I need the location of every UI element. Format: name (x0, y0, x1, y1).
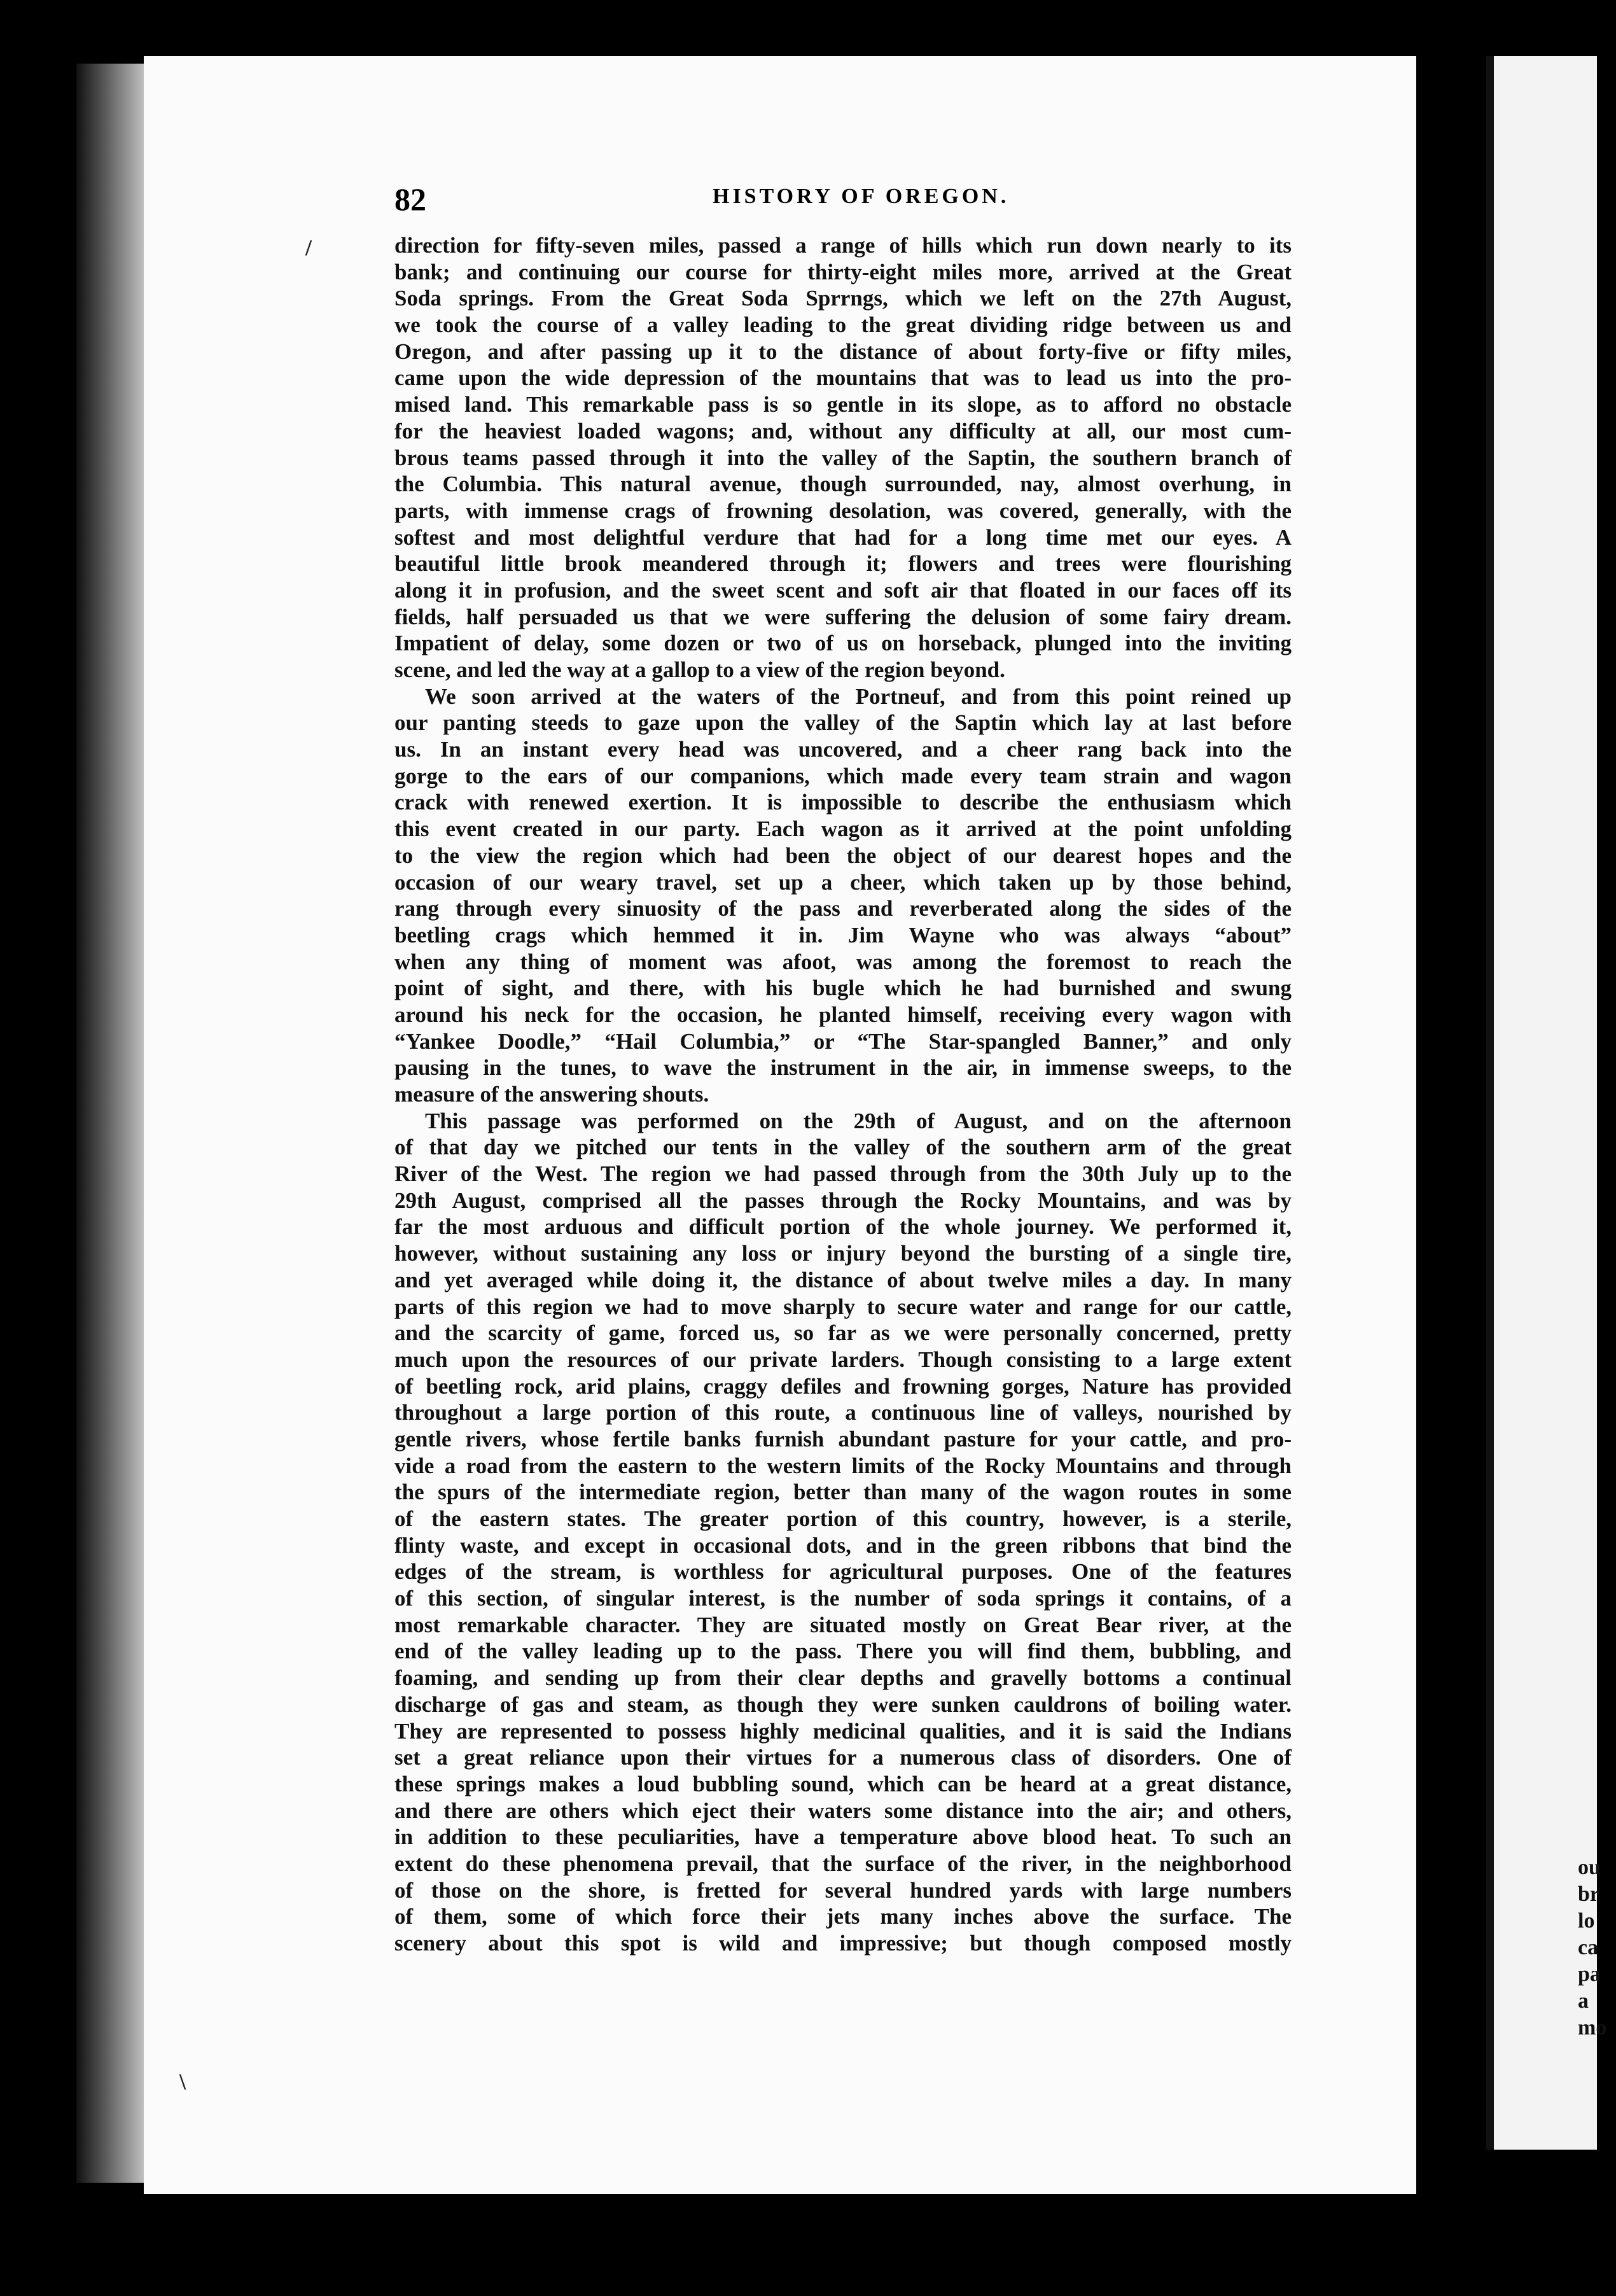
text-line: these springs makes a loud bubbling sound, which can be heard at a great distance, (394, 1771, 1292, 1796)
facing-page-fragment: ou (1578, 1856, 1601, 1879)
text-line: our panting steeds to gaze upon the valley of the Saptin which lay at last before (394, 710, 1292, 736)
text-line: Oregon, and after passing up it to the distance of about forty-five or fifty miles, (394, 339, 1292, 364)
text-line: of beetling rock, arid plains, craggy defiles and frowning gorges, Nature has provided (394, 1373, 1292, 1399)
text-line: set a great reliance upon their virtues for a numerous class of disorders. One of (394, 1745, 1292, 1770)
text-line: far the most arduous and difficult portion of the whole journey. We performed it, (394, 1214, 1292, 1240)
text-line: flinty waste, and except in occasional dots, and in the green ribbons that bind the (394, 1532, 1292, 1558)
text-line: direction for fifty-seven miles, passed a range of hills which run down nearly to its (394, 233, 1292, 258)
text-line: of them, some of which force their jets many inches above the surface. The (394, 1904, 1292, 1929)
running-head: HISTORY OF OREGON. (713, 185, 1010, 208)
facing-page-fragment: ca (1578, 1936, 1599, 1959)
text-line: occasion of our weary travel, set up a cheer, which taken up by those behind, (394, 869, 1292, 895)
text-line: We soon arrived at the waters of the Portneuf, and from this point reined up (425, 683, 1292, 709)
text-line: bank; and continuing our course for thirty-eight miles more, arrived at the Great (394, 259, 1292, 284)
text-line: however, without sustaining any loss or injury beyond the bursting of a single tire, (394, 1241, 1292, 1266)
facing-page-fragment: br (1578, 1882, 1599, 1906)
text-line: They are represented to possess highly medicinal qualities, and it is said the Indians (394, 1718, 1292, 1744)
text-line: in addition to these peculiarities, have a temperature above blood heat. To such an (394, 1824, 1292, 1850)
text-line: discharge of gas and steam, as though they were sunken cauldrons of boiling water. (394, 1691, 1292, 1717)
text-line: measure of the answering shouts. (394, 1082, 709, 1107)
text-line: for the heaviest loaded wagons; and, without any difficulty at all, our most cum- (394, 418, 1292, 444)
text-line: of the eastern states. The greater portion of this country, however, is a sterile, (394, 1506, 1292, 1531)
text-line: “Yankee Doodle,” “Hail Columbia,” or “The Star-spangled Banner,” and only (394, 1028, 1292, 1054)
text-line: of this section, of singular interest, is the number of soda springs it contains, of a (394, 1586, 1292, 1611)
text-line: mised land. This remarkable pass is so gentle in its slope, as to afford no obstacle (394, 392, 1292, 417)
text-line: Soda springs. From the Great Soda Sprrngs, which we left on the 27th August, (394, 286, 1292, 311)
facing-page (1486, 56, 1597, 2150)
text-line: beetling crags which hemmed it in. Jim Wayne who was always “about” (394, 922, 1292, 948)
text-line: throughout a large portion of this route, a continuous line of valleys, nourished by (394, 1400, 1292, 1425)
text-line: the spurs of the intermediate region, better than many of the wagon routes in some (394, 1480, 1292, 1505)
text-line: this event created in our party. Each wagon as it arrived at the point unfolding (394, 816, 1292, 842)
text-line: 29th August, comprised all the passes through the Rocky Mountains, and was by (394, 1187, 1292, 1213)
text-line: and the scarcity of game, forced us, so far as we were personally concerned, pretty (394, 1320, 1292, 1346)
text-line: of that day we pitched our tents in the valley of the southern arm of the great (394, 1135, 1292, 1160)
text-line: to the view the region which had been the object of our dearest hopes and the (394, 843, 1292, 868)
text-line: came upon the wide depression of the mountains that was to lead us into the pro- (394, 365, 1292, 391)
text-line: rang through every sinuosity of the pass and reverberated along the sides of the (394, 896, 1292, 921)
text-line: the Columbia. This natural avenue, though surrounded, nay, almost overhung, in (394, 472, 1292, 497)
text-line: around his neck for the occasion, he planted himself, receiving every wagon with (394, 1002, 1292, 1027)
facing-page-edge (1486, 56, 1494, 2150)
text-line: scenery about this spot is wild and impressive; but though composed mostly (394, 1931, 1292, 1956)
text-line: pausing in the tunes, to wave the instrument in the air, in immense sweeps, to the (394, 1055, 1292, 1081)
stray-mark: / (305, 235, 312, 260)
facing-page-fragment: pa (1578, 1963, 1601, 1986)
text-line: beautiful little brook meandered through it; flowers and trees were flourishing (394, 551, 1292, 577)
text-line: softest and most delightful verdure that had for a long time met our eyes. A (394, 524, 1292, 550)
text-line: us. In an instant every head was uncovered, and a cheer rang back into the (394, 737, 1292, 762)
text-line: and there are others which eject their waters some distance into the air; and others, (394, 1798, 1292, 1823)
text-line: we took the course of a valley leading to the great dividing ridge between us and (394, 312, 1292, 338)
text-line: brous teams passed through it into the valley of the Saptin, the southern branch of (394, 445, 1292, 470)
text-line: extent do these phenomena prevail, that the surface of the river, in the neighborhood (394, 1851, 1292, 1876)
stray-mark: \ (179, 2069, 186, 2094)
text-line: River of the West. The region we had passed through from the 30th July up to the (394, 1161, 1292, 1187)
text-line: point of sight, and there, with his bugle which he had burnished and swung (394, 976, 1292, 1001)
text-line: gentle rivers, whose fertile banks furnish abundant pasture for your cattle, and pro- (394, 1426, 1292, 1452)
text-line: parts of this region we had to move sharply to secure water and range for our cattle, (394, 1294, 1292, 1319)
text-line: and yet averaged while doing it, the distance of about twelve miles a day. In many (394, 1267, 1292, 1292)
body-text (394, 232, 1292, 1957)
text-line: fields, half persuaded us that we were suffering the delusion of some fairy dream. (394, 604, 1292, 629)
text-line: when any thing of moment was afoot, was among the foremost to reach the (394, 949, 1292, 974)
text-line: much upon the resources of our private larders. Though consisting to a large extent (394, 1347, 1292, 1372)
text-line: edges of the stream, is worthless for agricultural purposes. One of the features (394, 1559, 1292, 1585)
book-gutter-shadow (76, 64, 153, 2183)
text-line: This passage was performed on the 29th of August, and on the afternoon (425, 1108, 1292, 1133)
text-line: along it in profusion, and the sweet scent and soft air that floated in our faces off its (394, 577, 1292, 603)
text-line: gorge to the ears of our companions, which made every team strain and wagon (394, 763, 1292, 788)
text-line: crack with renewed exertion. It is impossible to describe the enthusiasm which (394, 790, 1292, 815)
text-line: foaming, and sending up from their clear depths and gravelly bottoms a continual (394, 1665, 1292, 1691)
text-line: most remarkable character. They are situated mostly on Great Bear river, at the (394, 1612, 1292, 1637)
facing-page-fragment: lo (1578, 1909, 1595, 1933)
page-number: 82 (394, 181, 426, 217)
facing-page-fragment: a (1578, 1989, 1589, 2013)
text-line: scene, and led the way at a gallop to a view of the region beyond. (394, 657, 1005, 682)
text-line: Impatient of delay, some dozen or two of us on horseback, plunged into the inviting (394, 631, 1292, 656)
text-line: vide a road from the eastern to the western limits of the Rocky Mountains and through (394, 1453, 1292, 1478)
facing-page-fragment: mo (1578, 2016, 1607, 2040)
text-line: of those on the shore, is fretted for several hundred yards with large numbers (394, 1877, 1292, 1903)
text-line: parts, with immense crags of frowning desolation, was covered, generally, with the (394, 498, 1292, 523)
text-line: end of the valley leading up to the pass. There you will find them, bubbling, and (394, 1639, 1292, 1664)
